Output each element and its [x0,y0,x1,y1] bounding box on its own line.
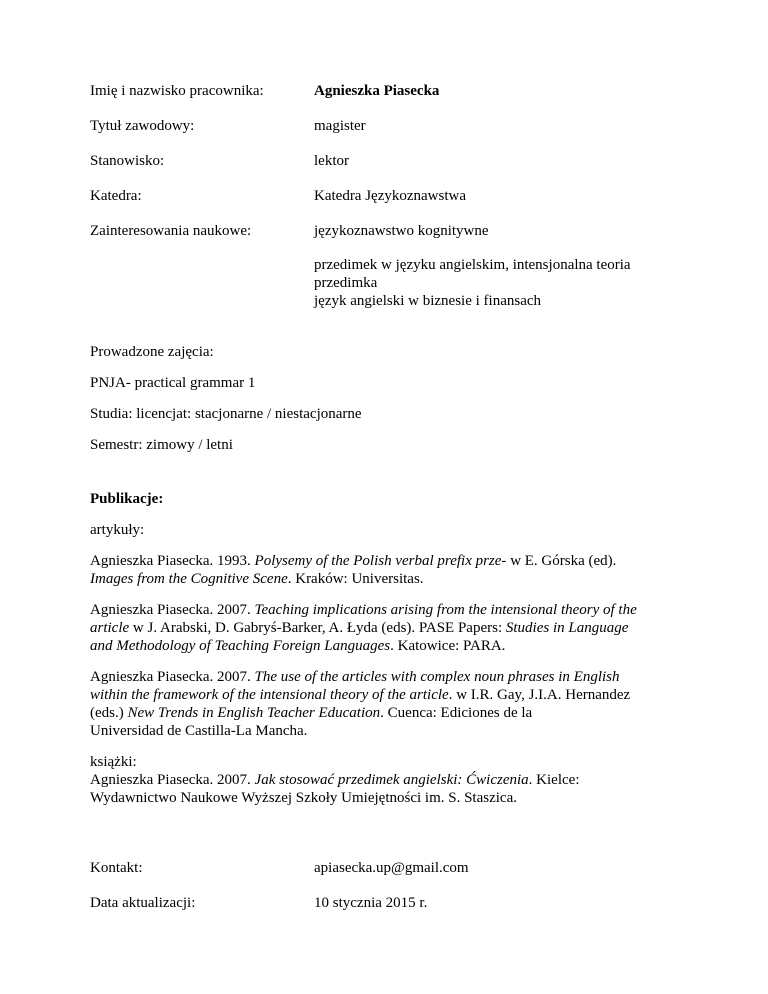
title-value: magister [314,118,366,134]
contact-email[interactable]: apiasecka.up@gmail.com [314,860,469,876]
article-3-title-cont: within the framework of the intensional theory of the article [90,687,449,703]
books-section [90,753,690,807]
article-3-publisher: . Cuenca: Ediciones de la [380,705,533,721]
contact-label: Kontakt: [90,860,143,876]
name-value: Agnieszka Piasecka [314,83,440,99]
article-3-publisher-cont: Universidad de Castilla-La Mancha. [90,723,308,739]
position-row [90,152,690,170]
interests-row [90,222,690,240]
article-3-eds: (eds.) [90,705,128,721]
interest-2c: język angielski w biznesie i finansach [314,293,542,309]
article-1-book: Images from the Cognitive Scene [90,571,288,587]
name-row [90,82,690,100]
department-row [90,187,690,205]
article-3 [90,668,690,740]
updated-label: Data aktualizacji: [90,895,196,911]
document-page [90,82,690,912]
interest-1: językoznawstwo kognitywne [314,223,489,239]
department-label: Katedra: [90,188,142,204]
book-1-author: Agnieszka Piasecka. 2007. [90,772,255,788]
article-2 [90,601,690,655]
courses-heading: Prowadzone zajęcia: [90,344,214,360]
article-2-book: Studies in Language [505,620,629,636]
article-2-title: Teaching implications arising from the intensional theory of the [254,602,637,618]
title-label: Tytuł zawodowy: [90,118,195,134]
updated-row [90,894,690,912]
semester-line: Semestr: zimowy / letni [90,437,233,453]
department-value: Katedra Językoznawstwa [314,188,467,204]
publications-heading: Publikacje: [90,491,164,507]
article-2-book-cont: and Methodology of Teaching Foreign Languages [90,638,391,654]
article-1-author: Agnieszka Piasecka. 1993. [90,553,255,569]
article-2-title-cont: article [90,620,130,636]
article-3-author: Agnieszka Piasecka. 2007. [90,669,255,685]
article-3-book: New Trends in English Teacher Education [127,705,381,721]
article-2-publisher: . Katowice: PARA. [390,638,506,654]
article-2-editors: w J. Arabski, D. Gabryś-Barker, A. Łyda (eds). PASE Papers: [129,620,506,636]
article-1-publisher: . Kraków: Universitas. [287,571,424,587]
studies-line: Studia: licencjat: stacjonarne / niestacjonarne [90,406,362,422]
contact-row [90,859,690,877]
book-1-title: Jak stosować przedimek angielski: Ćwiczenia [254,772,529,788]
position-value: lektor [314,153,349,169]
name-label: Imię i nazwisko pracownika: [90,83,264,99]
interest-2b: przedimka [314,275,378,291]
title-row [90,117,690,135]
article-1 [90,552,690,588]
book-1-place: . Kielce: [528,772,580,788]
book-1-publisher: Wydawnictwo Naukowe Wyższej Szkoły Umiejętności im. S. Staszica. [90,790,517,806]
article-2-author: Agnieszka Piasecka. 2007. [90,602,255,618]
article-1-editor: w E. Górska (ed). [506,553,617,569]
article-3-editors: . w I.R. Gay, J.I.A. Hernandez [448,687,631,703]
books-label: książki: [90,754,137,770]
article-1-title: Polysemy of the Polish verbal prefix prze- [254,553,507,569]
interests-label: Zainteresowania naukowe: [90,223,252,239]
interest-2a: przedimek w języku angielskim, intensjonalna teoria [314,257,631,273]
article-3-title: The use of the articles with complex noun phrases in English [254,669,620,685]
articles-label: artykuły: [90,522,145,538]
position-label: Stanowisko: [90,153,165,169]
interests-more [314,256,690,310]
course-name: PNJA- practical grammar 1 [90,375,256,391]
updated-value: 10 stycznia 2015 r. [314,895,428,911]
